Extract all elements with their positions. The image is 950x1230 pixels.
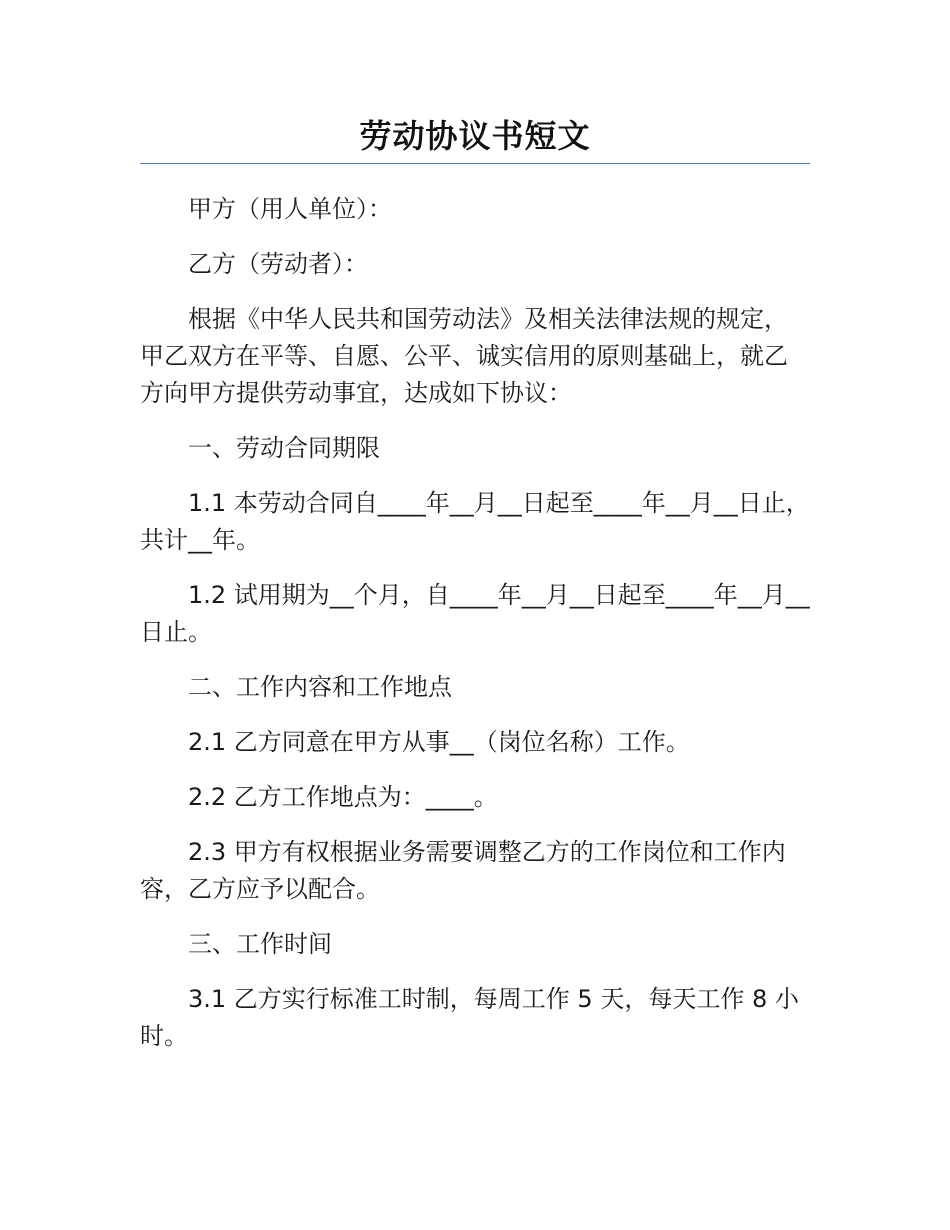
preamble-paragraph: 根据《中华人民共和国劳动法》及相关法律法规的规定，甲乙双方在平等、自愿、公平、诚实信用的原则基础上，就乙方向甲方提供劳动事宜，达成如下协议：: [140, 305, 788, 407]
party-a-line: 甲方（用人单位）：: [188, 195, 392, 223]
clause-3-1: 3.1 乙方实行标准工时制，每周工作 5 天，每天工作 8 小时。: [140, 985, 799, 1050]
document-body: [140, 191, 810, 1073]
clause-2-3: 2.3 甲方有权根据业务需要调整乙方的工作岗位和工作内容，乙方应予以配合。: [140, 838, 786, 903]
clause-2-1: 2.1 乙方同意在甲方从事__（岗位名称）工作。: [188, 728, 690, 756]
section-heading-job: 二、工作内容和工作地点: [188, 673, 452, 701]
party-b-line: 乙方（劳动者）：: [188, 250, 368, 278]
title-divider: [140, 163, 810, 164]
section-heading-hours: 三、工作时间: [188, 930, 332, 958]
section-heading-term: 一、劳动合同期限: [188, 434, 380, 462]
clause-2-2: 2.2 乙方工作地点为：____。: [188, 783, 498, 811]
clause-1-2: 1.2 试用期为__个月，自____年__月__日起至____年__月__日止。: [140, 581, 810, 646]
document-title: 劳动协议书短文: [359, 117, 591, 155]
clause-1-1: 1.1 本劳动合同自____年__月__日起至____年__月__日止，共计__年。: [140, 489, 810, 554]
